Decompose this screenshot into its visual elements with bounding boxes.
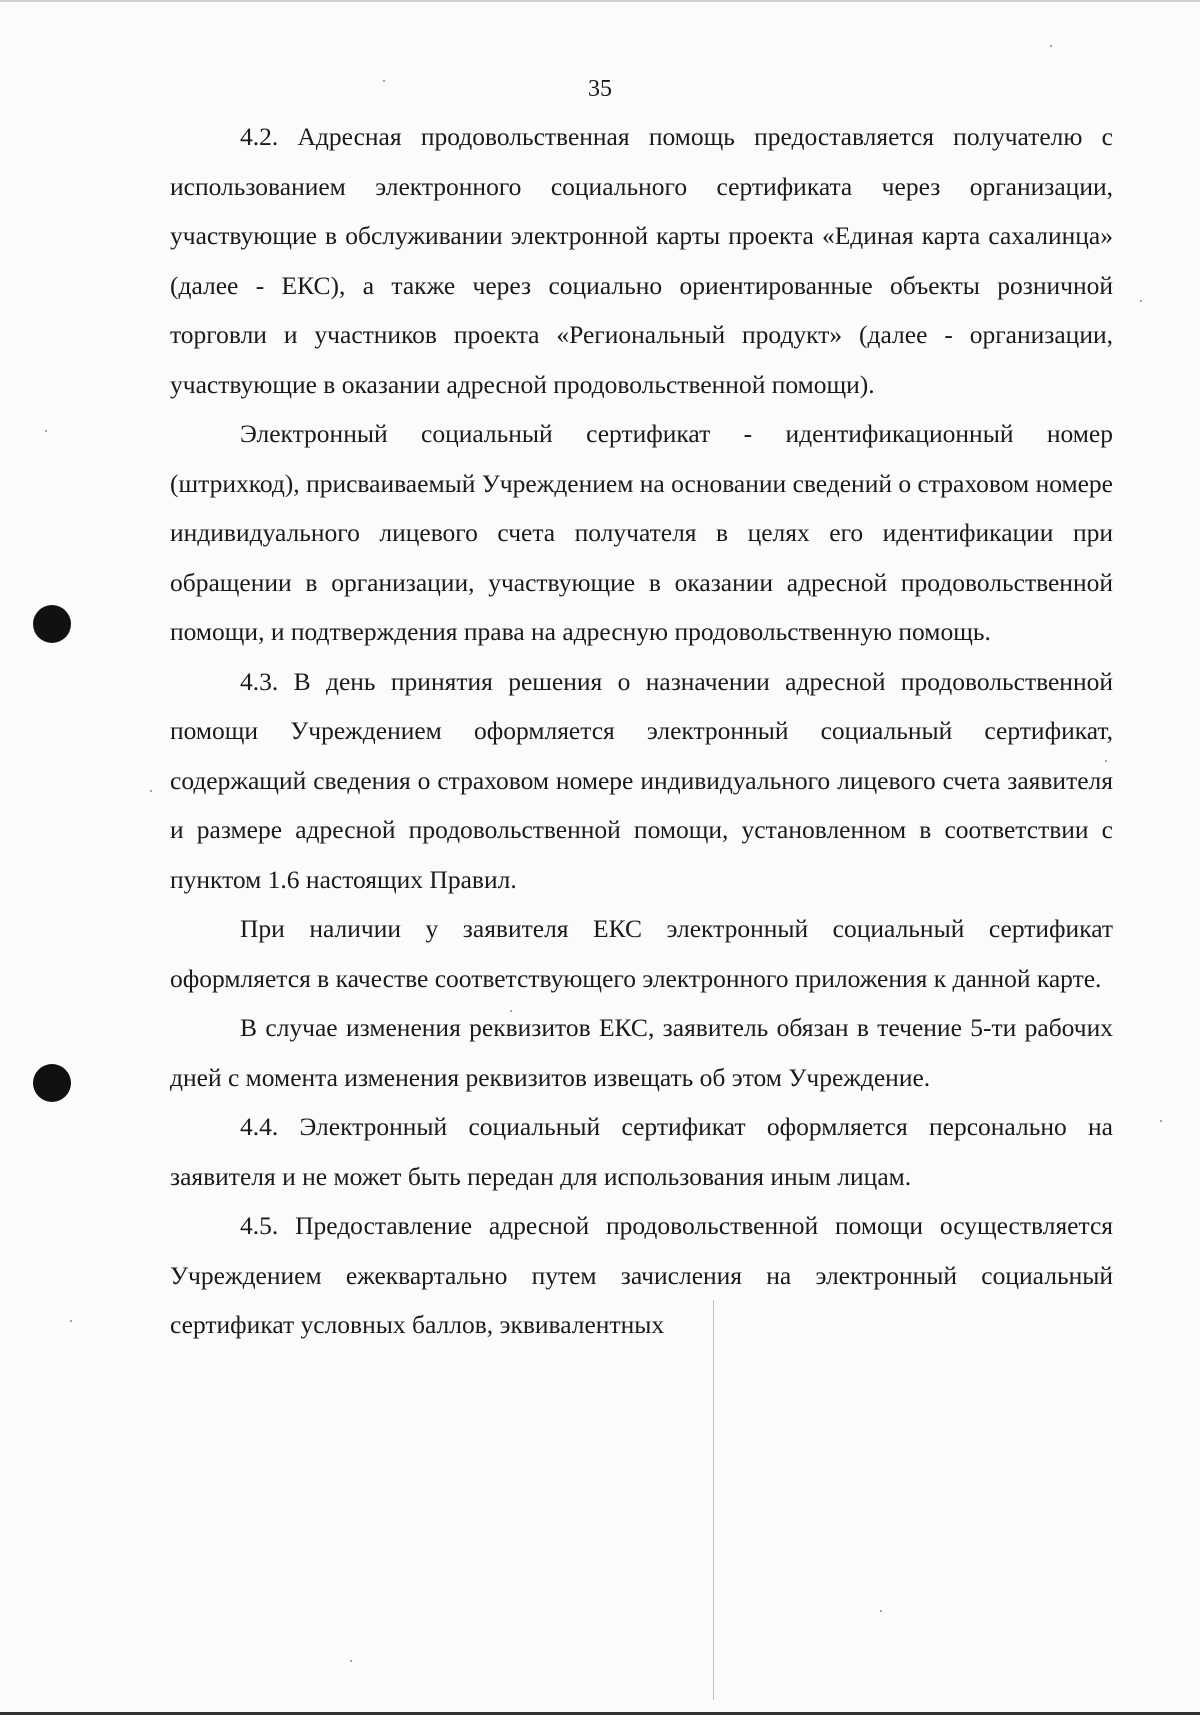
- scan-speck: [880, 1610, 882, 1612]
- page-number: 35: [588, 76, 612, 102]
- paragraph-certificate-definition: Электронный социальный сертификат - идентификационный номер (штрихкод), присваиваемый Учреждением на основании сведений о страховом номере индивидуального лицевого счета получателя в целях его идентификации при обращении в организации, участвующие в оказании адресной продовольственной помощи, и подтверждения права на адресную продовольственную помощь.: [170, 419, 1113, 646]
- document-body: [170, 112, 1113, 1350]
- scan-speck: [1160, 1120, 1162, 1122]
- scan-speck: [70, 1320, 72, 1322]
- scan-speck: [1050, 45, 1052, 47]
- scan-speck: [150, 790, 152, 792]
- paragraph-eks-attachment: При наличии у заявителя ЕКС электронный социальный сертификат оформляется в качестве соответствующего электронного приложения к данной карте.: [170, 914, 1113, 993]
- paragraph-4-4: 4.4. Электронный социальный сертификат оформляется персонально на заявителя и не может быть передан для использования иным лицам.: [170, 1112, 1113, 1191]
- scan-speck: [45, 430, 47, 432]
- scan-fold-line: [713, 1300, 714, 1700]
- punch-hole-upper: [33, 605, 71, 643]
- paragraph-4-2: 4.2. Адресная продовольственная помощь предоставляется получателю с использованием электронного социального сертификата через организации, участвующие в обслуживании электронной карты проекта «Единая карта сахалинца» (далее - ЕКС), а также через социально ориентированные объекты розничной торговли и участников проекта «Региональный продукт» (далее - организации, участвующие в оказании адресной продовольственной помощи).: [170, 122, 1113, 399]
- paragraph-eks-change: В случае изменения реквизитов ЕКС, заявитель обязан в течение 5-ти рабочих дней с момента изменения реквизитов извещать об этом Учреждение.: [170, 1013, 1113, 1092]
- punch-hole-lower: [33, 1064, 71, 1102]
- scan-speck: [350, 1660, 352, 1662]
- paragraph-4-3: 4.3. В день принятия решения о назначении адресной продовольственной помощи Учреждением оформляется электронный социальный сертификат, содержащий сведения о страховом номере индивидуального лицевого счета заявителя и размере адресной продовольственной помощи, установленном в соответствии с пунктом 1.6 настоящих Правил.: [170, 666, 1113, 894]
- paragraph-4-5: 4.5. Предоставление адресной продовольственной помощи осуществляется Учреждением ежеквартально путем зачисления на электронный социальный сертификат условных баллов, эквивалентных: [170, 1211, 1113, 1339]
- page-top-edge: [0, 0, 1200, 2]
- scan-speck: [1140, 300, 1142, 302]
